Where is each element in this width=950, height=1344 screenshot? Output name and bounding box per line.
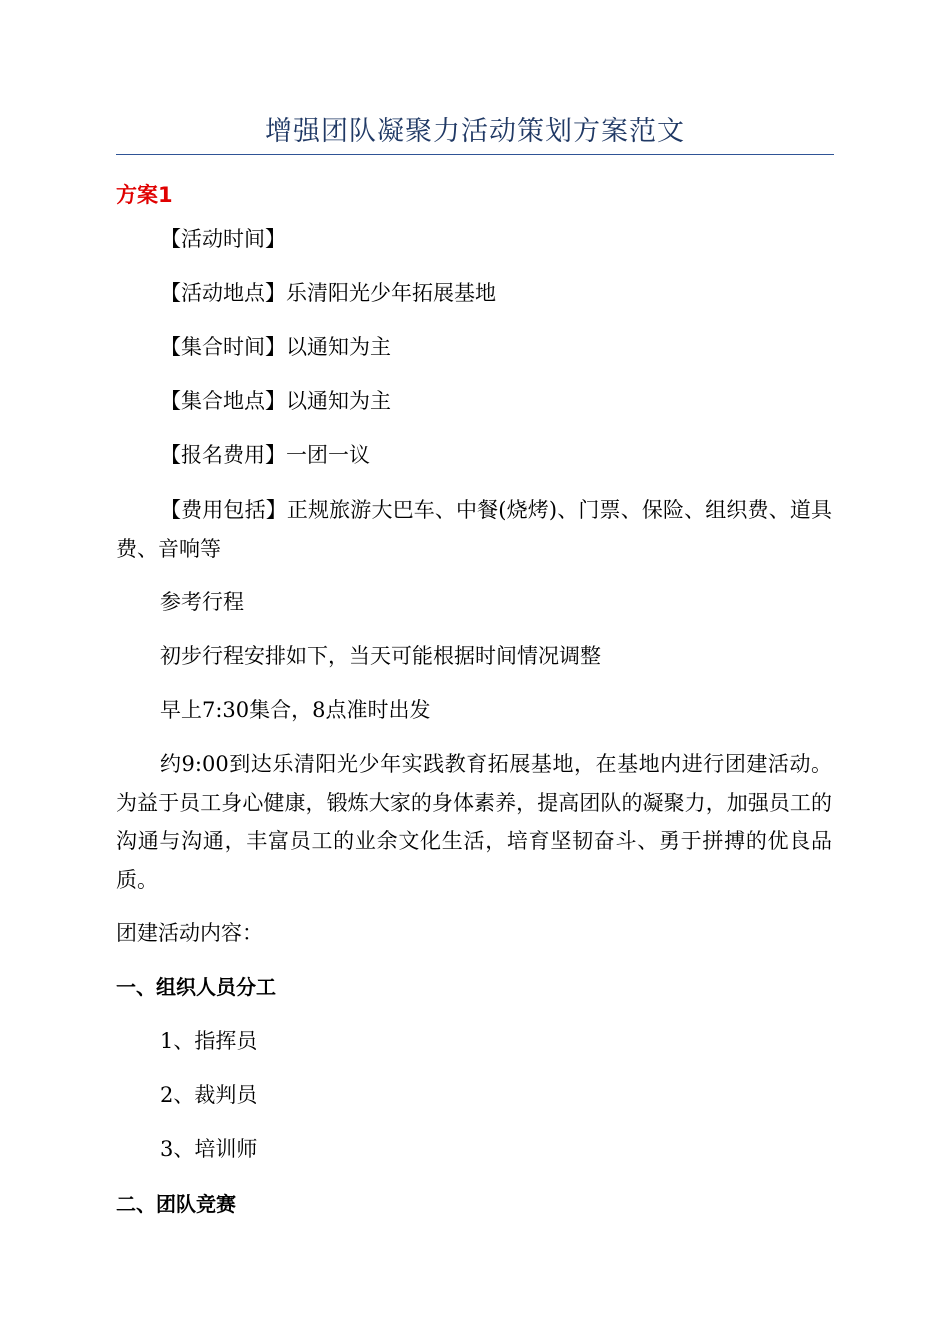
itinerary-ref-line: 参考行程 <box>160 590 244 614</box>
section-2-heading: 二、团队竞赛 <box>116 1192 236 1216</box>
gather-time-line: 【集合时间】以通知为主 <box>160 335 391 359</box>
activity-content-label: 团建活动内容： <box>116 921 263 945</box>
arrival-paragraph: 约9:00到达乐清阳光少年实践教育拓展基地，在基地内进行团建活动。为益于员工身心健康，锻炼大家的身体素养，提高团队的凝聚力，加强员工的沟通与沟通，丰富员工的业余文化生活，培育坚韧奋斗、勇于拼搏的优良品质。 <box>116 752 832 892</box>
section-1-item: 1、指挥员 <box>160 1029 258 1053</box>
scheme-heading: 方案1 <box>116 183 173 207</box>
morning-schedule-line: 早上7:30集合，8点准时出发 <box>160 698 431 722</box>
document-title: 增强团队凝聚力活动策划方案范文 <box>265 116 685 147</box>
fee-line: 【报名费用】一团一议 <box>160 443 370 467</box>
section-1-item: 3、培训师 <box>160 1137 258 1161</box>
section-1-heading: 一、组织人员分工 <box>116 975 276 999</box>
activity-place-line: 【活动地点】乐清阳光少年拓展基地 <box>160 281 496 305</box>
section-1-item: 2、裁判员 <box>160 1083 258 1107</box>
fee-includes-paragraph: 【费用包括】正规旅游大巴车、中餐(烧烤)、门票、保险、组织费、道具费、音响等 <box>116 498 832 561</box>
title-underline <box>116 154 834 155</box>
gather-place-line: 【集合地点】以通知为主 <box>160 389 391 413</box>
activity-time-line: 【活动时间】 <box>160 227 286 251</box>
itinerary-note-line: 初步行程安排如下，当天可能根据时间情况调整 <box>160 644 601 668</box>
